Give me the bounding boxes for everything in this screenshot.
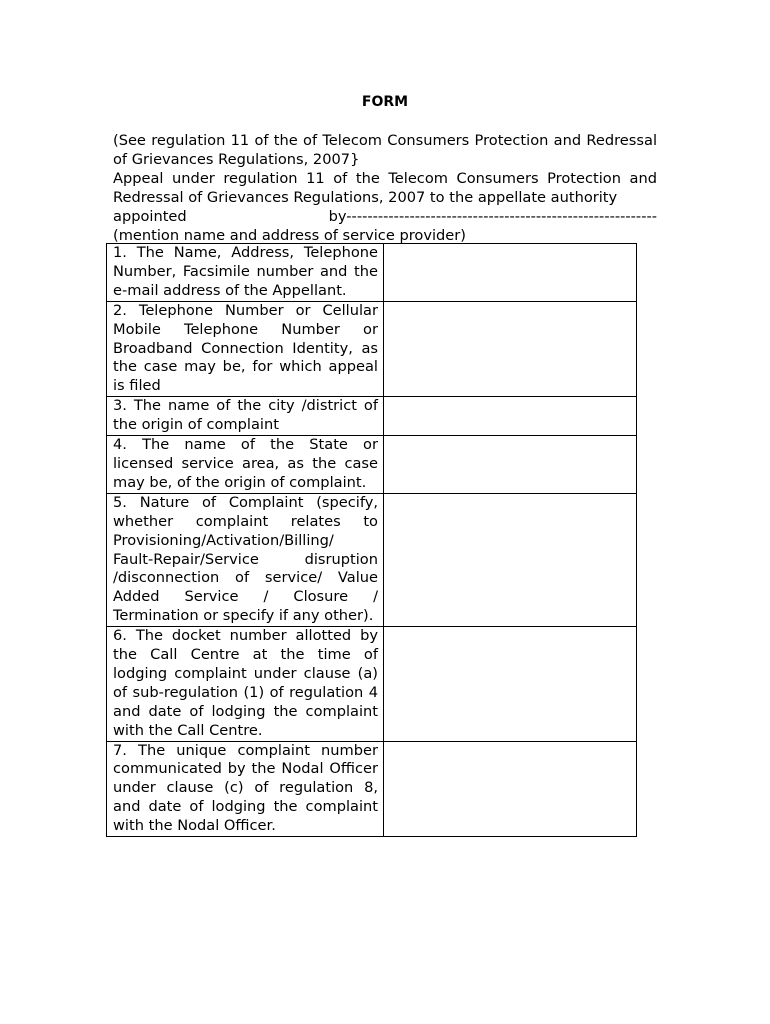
answer-cell[interactable]	[384, 741, 637, 837]
answer-cell[interactable]	[384, 301, 637, 397]
answer-cell[interactable]	[384, 244, 637, 302]
intro-see-regulation: (See regulation 11 of the of Telecom Consumers Protection and Redressal of Grievances Regulations, 2007}	[113, 132, 657, 168]
table-row	[107, 301, 637, 397]
table-row	[107, 627, 637, 741]
question-cell: 1. The Name, Address, Telephone Number, Facsimile number and the e-mail address of the Appellant.	[107, 244, 384, 302]
question-cell: 5. Nature of Complaint (specify, whether complaint relates to Provisioning/Activation/Billing/ Fault-Repair/Service disruption /disconnection of service/ Value Added Service / Closure / Termination or specify if any other).	[107, 493, 384, 626]
answer-cell[interactable]	[384, 436, 637, 494]
answer-cell[interactable]	[384, 397, 637, 436]
table-row	[107, 493, 637, 626]
question-cell: 3. The name of the city /district of the origin of complaint	[107, 397, 384, 436]
question-cell: 4. The name of the State or licensed service area, as the case may be, of the origin of complaint.	[107, 436, 384, 494]
table-row	[107, 436, 637, 494]
form-title: FORM	[361, 94, 409, 110]
answer-cell[interactable]	[384, 493, 637, 626]
table-row	[107, 244, 637, 302]
question-cell: 2. Telephone Number or Cellular Mobile Telephone Number or Broadband Connection Identity, as the case may be, for which appeal is filed	[107, 301, 384, 397]
intro-mention-provider: (mention name and address of service provider)	[113, 226, 466, 244]
answer-cell[interactable]	[384, 627, 637, 741]
question-cell: 6. The docket number allotted by the Call Centre at the time of lodging complaint under clause (a) of sub-regulation (1) of regulation 4 and date of lodging the complaint with the Call Centre.	[107, 627, 384, 741]
table-row	[107, 741, 637, 837]
table-row	[107, 397, 637, 436]
appeal-form-table	[106, 243, 637, 837]
question-cell: 7. The unique complaint number communicated by the Nodal Officer under clause (c) of regulation 8, and date of lodging the complaint with the Nodal Officer.	[107, 741, 384, 837]
intro-appointed-by: appointed by-----------------------------------------------------------	[113, 207, 657, 225]
intro-text	[113, 132, 657, 245]
intro-appeal-statement: Appeal under regulation 11 of the Telecom Consumers Protection and Redressal of Grievances Regulations, 2007 to the appellate authority	[113, 169, 657, 206]
